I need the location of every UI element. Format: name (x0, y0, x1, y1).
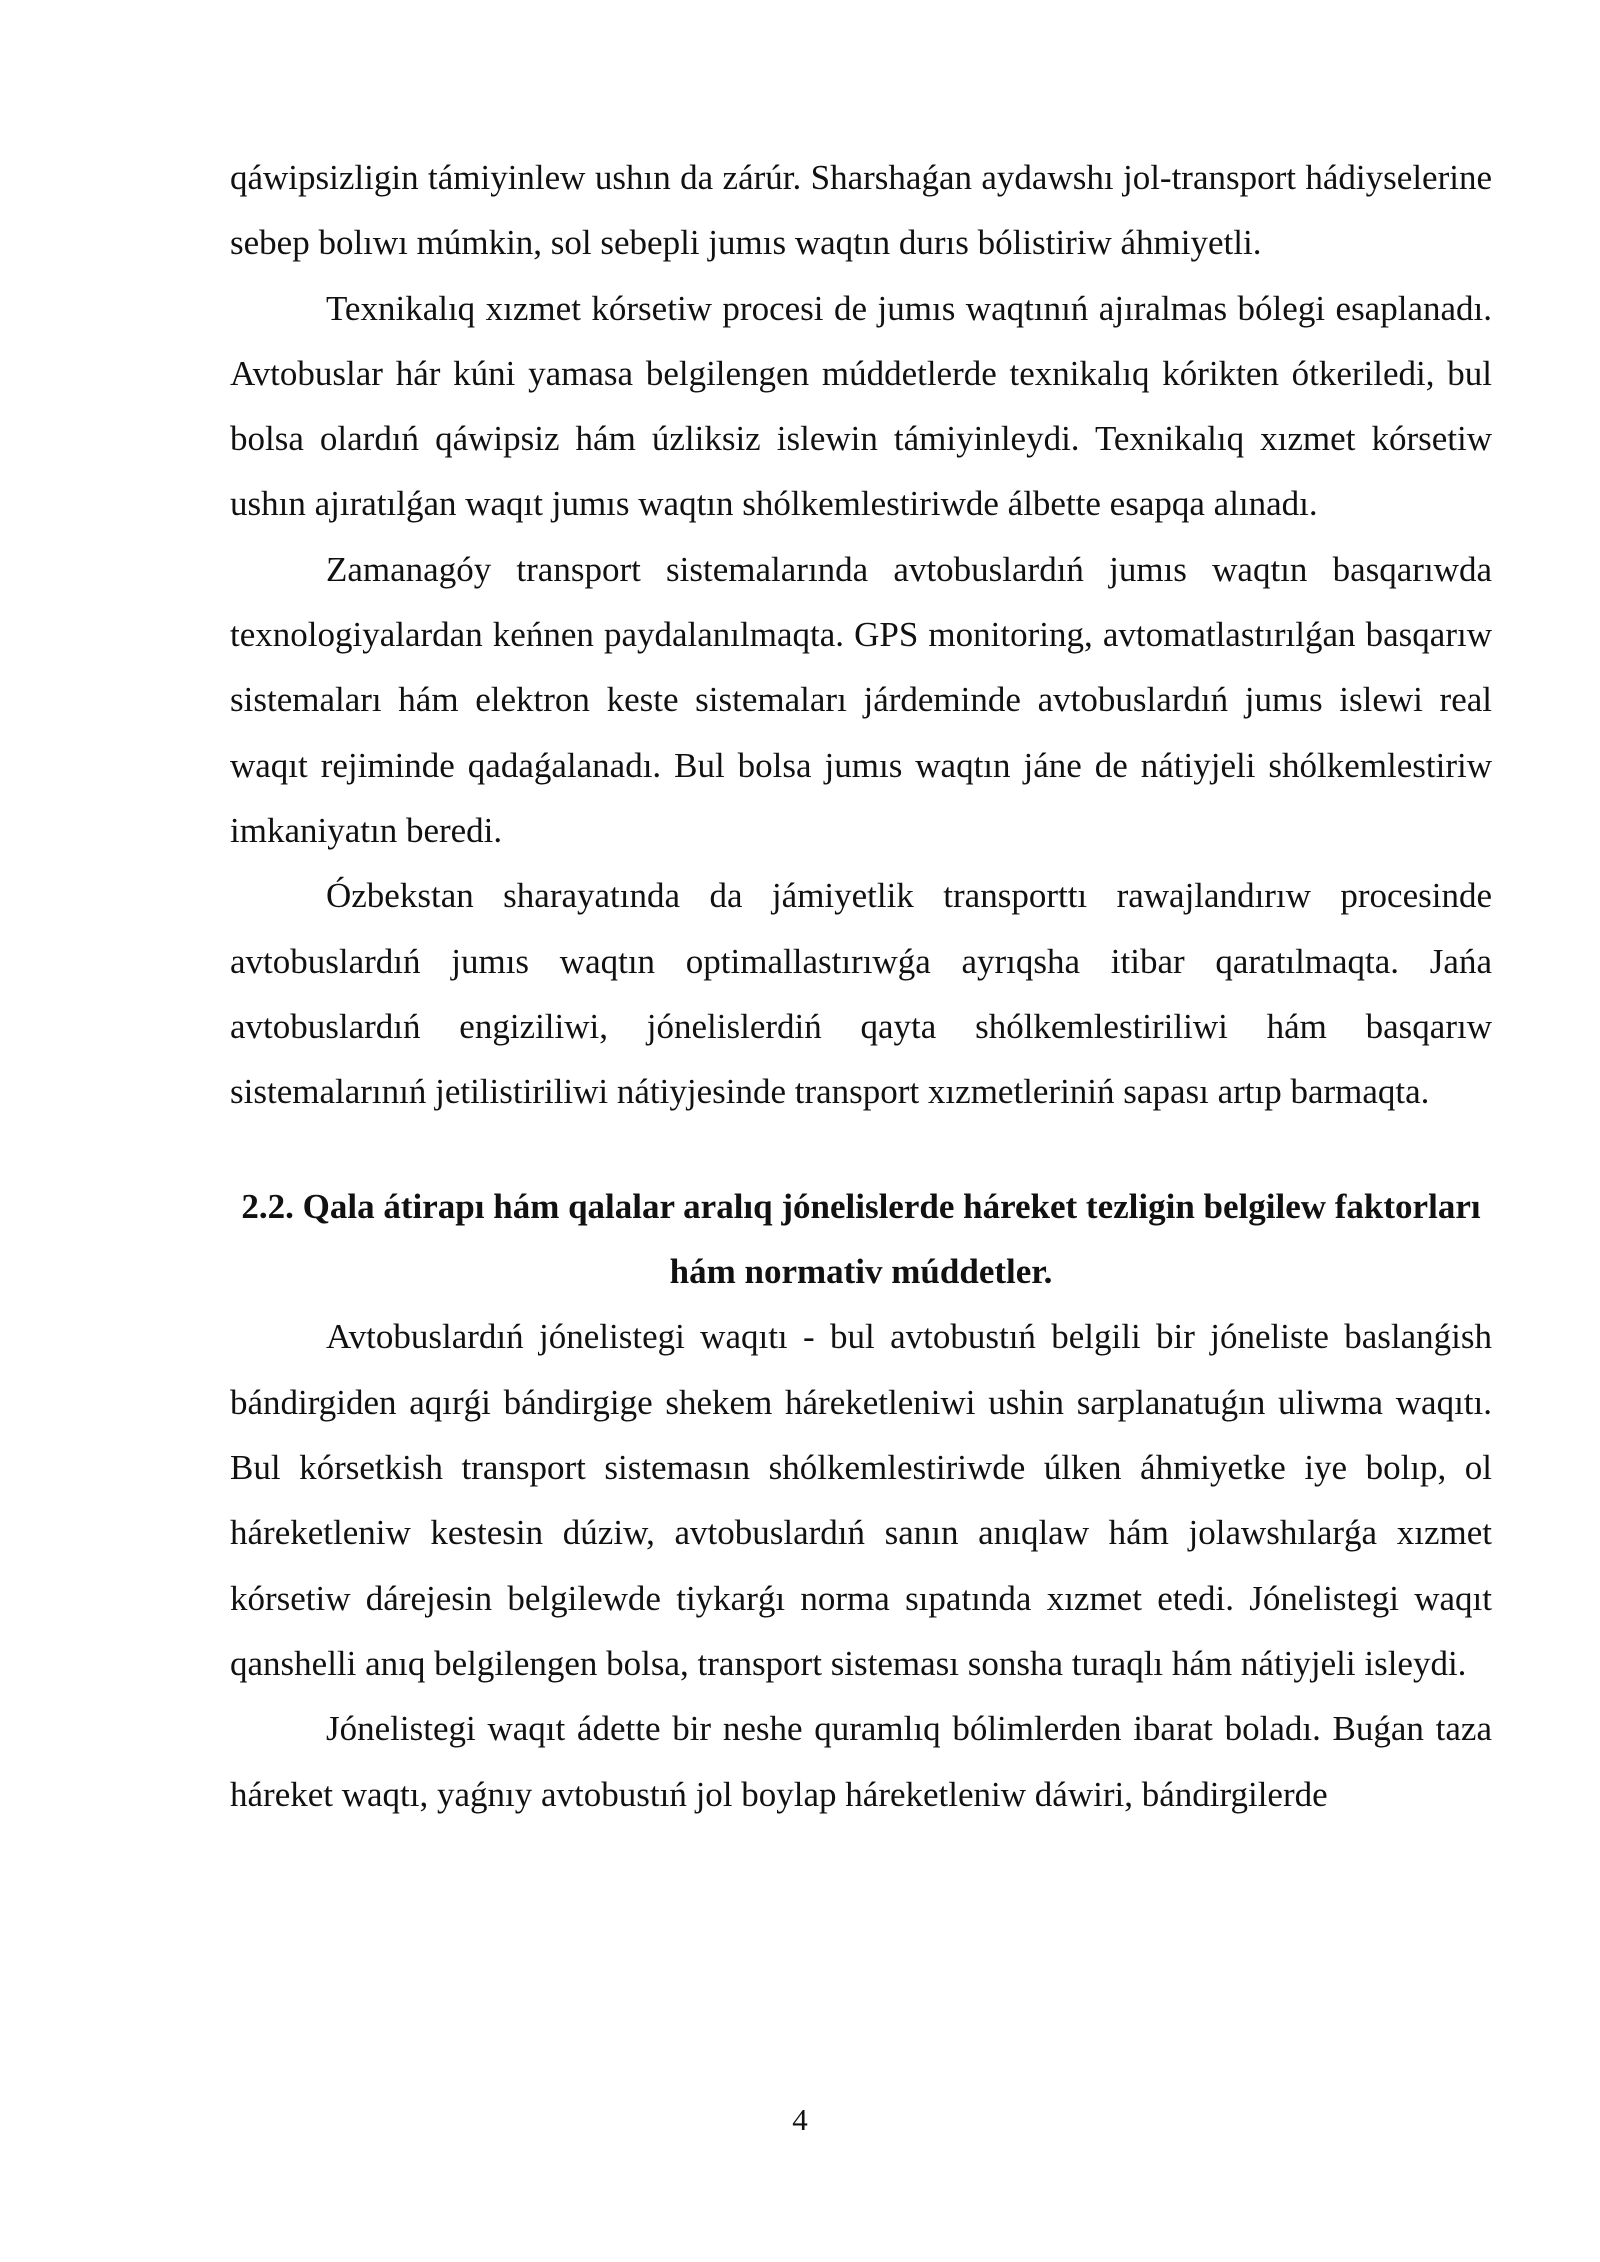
paragraph-1: qáwipsizligin támiyinlew ushın da zárúr. Sharshaǵan aydawshı jol-transport hádiyselerine sebep bolıwı múmkin, sol sebepli jumıs waqtın durıs bólistiriw áhmiyetli. (230, 158, 1492, 263)
paragraph-2: Texnikalıq xızmet kórsetiw procesi de jumıs waqtınıń ajıralmas bólegi esaplanadı. Avtobuslar hár kúni yamasa belgilengen múddetlerde texnikalıq kórikten ótkeriledi, bul bolsa olardıń qáwipsiz hám úzliksiz islewin támiyinleydi. Texnikalıq xızmet kórsetiw ushın ajıratılǵan waqıt jumıs waqtın shólkemlestiriwde álbette esapqa alınadı. (230, 288, 1492, 524)
paragraph-5: Avtobuslardıń jónelistegi waqıtı - bul avtobustıń belgili bir jóneliste baslanǵish bándirgiden aqırǵi bándirgige shekem háreketleniwi ushin sarplanatuǵın uliwma waqıtı. Bul kórsetkish transport sistemasın shólkemlestiriwde úlken áhmiyetke iye bolıp, ol háreketleniw kestesin dúziw, avtobuslardıń sanın anıqlaw hám jolawshılarǵa xızmet kórsetiw dárejesin belgilewde tiykarǵı norma sıpatında xızmet etedi. Jónelistegi waqıt qanshelli anıq belgilengen bolsa, transport sisteması sonsha turaqlı hám nátiyjeli isleydi. (230, 1317, 1492, 1683)
paragraph-3: Zamanagóy transport sistemalarında avtobuslardıń jumıs waqtın basqarıwda texnologiyalardan keńnen paydalanılmaqta. GPS monitoring, avtomatlastırılǵan basqarıw sistemaları hám elektron keste sistemaları járdeminde avtobuslardıń jumıs islewi real waqıt rejiminde qadaǵalanadı. Bul bolsa jumıs waqtın jáne de nátiyjeli shólkemlestiriw imkaniyatın beredi. (230, 549, 1492, 850)
page-number: 4 (792, 2102, 808, 2137)
paragraph-6: Jónelistegi waqıt ádette bir neshe quramlıq bólimlerden ibarat boladı. Buǵan taza háreket waqtı, yaǵnıy avtobustıń jol boylap háreketleniw dáwiri, bándirgilerde (230, 1709, 1492, 1814)
document-page (230, 145, 1492, 1827)
paragraph-4: Ózbekstan sharayatında da jámiyetlik transporttı rawajlandırıw procesinde avtobuslardıń jumıs waqtın optimallastırıwǵa ayrıqsha itibar qaratılmaqta. Jańa avtobuslardıń engiziliwi, jónelislerdiń qayta shólkemlestiriliwi hám basqarıw sistemalarınıń jetilistiriliwi nátiyjesinde transport xızmetleriniń sapası artıp barmaqta. (230, 876, 1492, 1112)
section-heading: 2.2. Qala átirapı hám qalalar aralıq jónelislerde háreket tezligin belgilew faktorları hám normativ múddetler. (241, 1187, 1481, 1292)
